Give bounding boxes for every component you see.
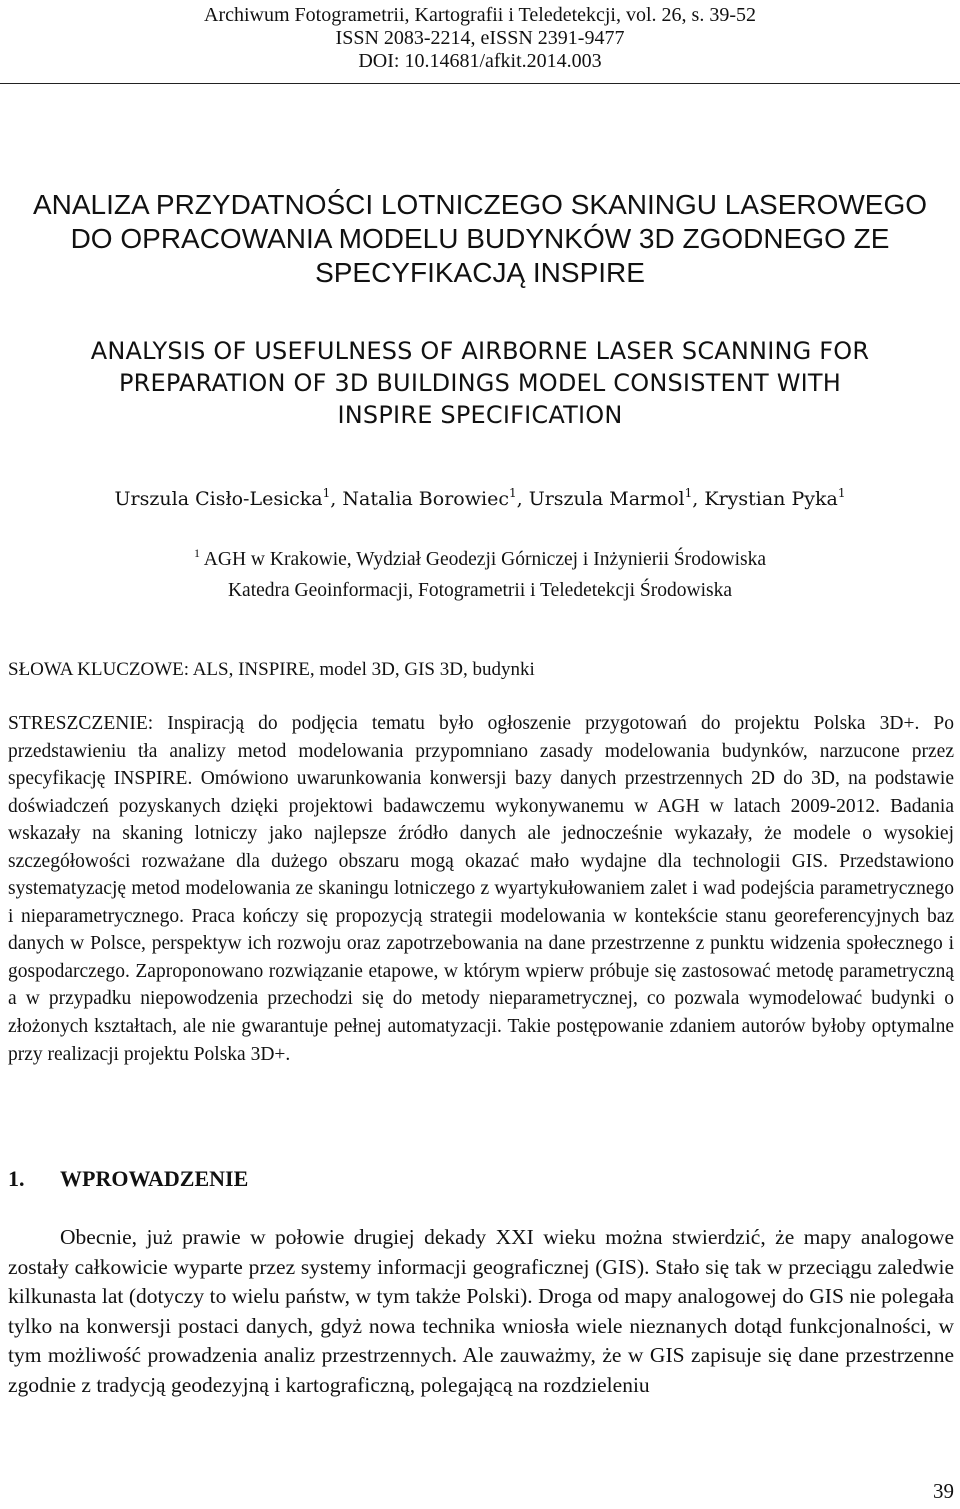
page-number: 39 <box>933 1479 954 1503</box>
affiliation-line: Katedra Geoinformacji, Fotogrametrii i Teledetekcji Środowiska <box>227 580 733 601</box>
title-english <box>0 335 960 431</box>
author-affiliation-mark: 1 <box>508 486 517 500</box>
section-heading <box>8 1164 248 1194</box>
journal-citation: Archiwum Fotogrametrii, Kartografii i Teledetekcji, vol. 26, s. 39-52 <box>204 4 756 26</box>
abstract: STRESZCZENIE: Inspiracją do podjęcia tematu było ogłoszenie przygotowań do projektu Polska 3D+. Po przedstawieniu tła analizy metod modelowania przypomniano zasady modelowania budynków, narzucone przez specyfikację INSPIRE. Omówiono uwarunkowania konwersji bazy danych przestrzennych 2D do 3D, na podstawie doświadczeń pozyskanych dzięki projektowi badawczemu wykonywanemu w AGH w latach 2009-2012. Badania wskazały na skaning lotniczy jako najlepsze źródło danych ale jednocześnie wykazały, że modele o wysokiej szczegółowości rozważane dla dużego obszaru mogą okazać mało wydajne dla technologii GIS. Przedstawiono systematyzację metod modelowania ze skaningu lotniczego z wyartykułowaniem zalet i wad podejścia parametrycznego i nieparametrycznego. Praca kończy się propozycją strategii modelowania w kontekście stanu georeferencyjnych baz danych w Polsce, perspektyw ich rozwoju oraz zapotrzebowania na dane przestrzenne z punktu widzenia społecznego i gospodarczego. Zaproponowano rozwiązanie etapowe, w którym wpierw próbuje się zastosować metodę parametryczną a w przypadku niepowodzenia przechodzi się do metody nieparametrycznej, co pozwala wymodelować budynki o złożonych kształtach, ale nie gwarantuje pełnej automatyzacji. Takie postępowanie zdaniem autorów byłoby optymalne przy realizacji projektu Polska 3D+. <box>8 713 954 1065</box>
intro-paragraph: Obecnie, już prawie w połowie drugiej dekady XXI wieku można stwierdzić, że mapy analogowe zostały całkowicie wyparte przez systemy informacji geograficznej (GIS). Stało się tak w przeciągu zaledwie kilkunasta lat (dotyczy to wielu państw, w tym także Polski). Droga od mapy analogowej do GIS nie polegała tylko na konwersji postaci danych, gdyż nowa technika wniosła wiele nieznanych dotąd funkcjonalności, w tym możliwość prowadzenia analiz przestrzennych. Ale zauważmy, że w GIS zapisuje się dane przestrzenne zgodnie z tradycją geodezyjną i kartograficzną, polegającą na rozdzieleniu <box>8 1225 954 1397</box>
author-name: Krystian Pyka <box>704 488 838 510</box>
header-divider <box>0 83 960 84</box>
title-polish-line: SPECYFIKACJĄ INSPIRE <box>315 257 645 288</box>
journal-doi: DOI: 10.14681/afkit.2014.003 <box>358 50 602 72</box>
title-english-line: INSPIRE SPECIFICATION <box>337 401 623 429</box>
journal-header <box>0 4 960 73</box>
title-polish <box>0 188 960 290</box>
title-polish-line: ANALIZA PRZYDATNOŚCI LOTNICZEGO SKANINGU LASEROWEGO <box>32 189 928 220</box>
author-name: Natalia Borowiec <box>342 488 509 510</box>
author-affiliation-mark: 1 <box>684 486 693 500</box>
author-separator: , <box>692 488 705 510</box>
title-english-line: ANALYSIS OF USEFULNESS OF AIRBORNE LASER SCANNING FOR <box>90 337 870 365</box>
author-separator: , <box>330 488 343 510</box>
author-list <box>0 478 960 514</box>
title-polish-line: DO OPRACOWANIA MODELU BUDYNKÓW 3D ZGODNEGO ZE <box>70 223 890 254</box>
section-title: WPROWADZENIE <box>60 1166 249 1191</box>
author-affiliation-mark: 1 <box>322 486 331 500</box>
author-affiliation-mark: 1 <box>837 486 846 500</box>
author-name: Urszula Marmol <box>528 488 685 510</box>
section-number: 1. <box>8 1166 25 1191</box>
affiliation <box>0 538 960 606</box>
affiliation-mark: 1 <box>194 546 200 560</box>
author-name: Urszula Cisło-Lesicka <box>114 488 323 510</box>
affiliation-line: AGH w Krakowie, Wydział Geodezji Górniczej i Inżynierii Środowiska <box>200 549 766 570</box>
author-separator: , <box>516 488 529 510</box>
journal-issn: ISSN 2083-2214, eISSN 2391-9477 <box>335 27 625 49</box>
title-english-line: PREPARATION OF 3D BUILDINGS MODEL CONSISTENT WITH <box>118 369 842 397</box>
keywords: SŁOWA KLUCZOWE: ALS, INSPIRE, model 3D, GIS 3D, budynki <box>8 659 535 680</box>
